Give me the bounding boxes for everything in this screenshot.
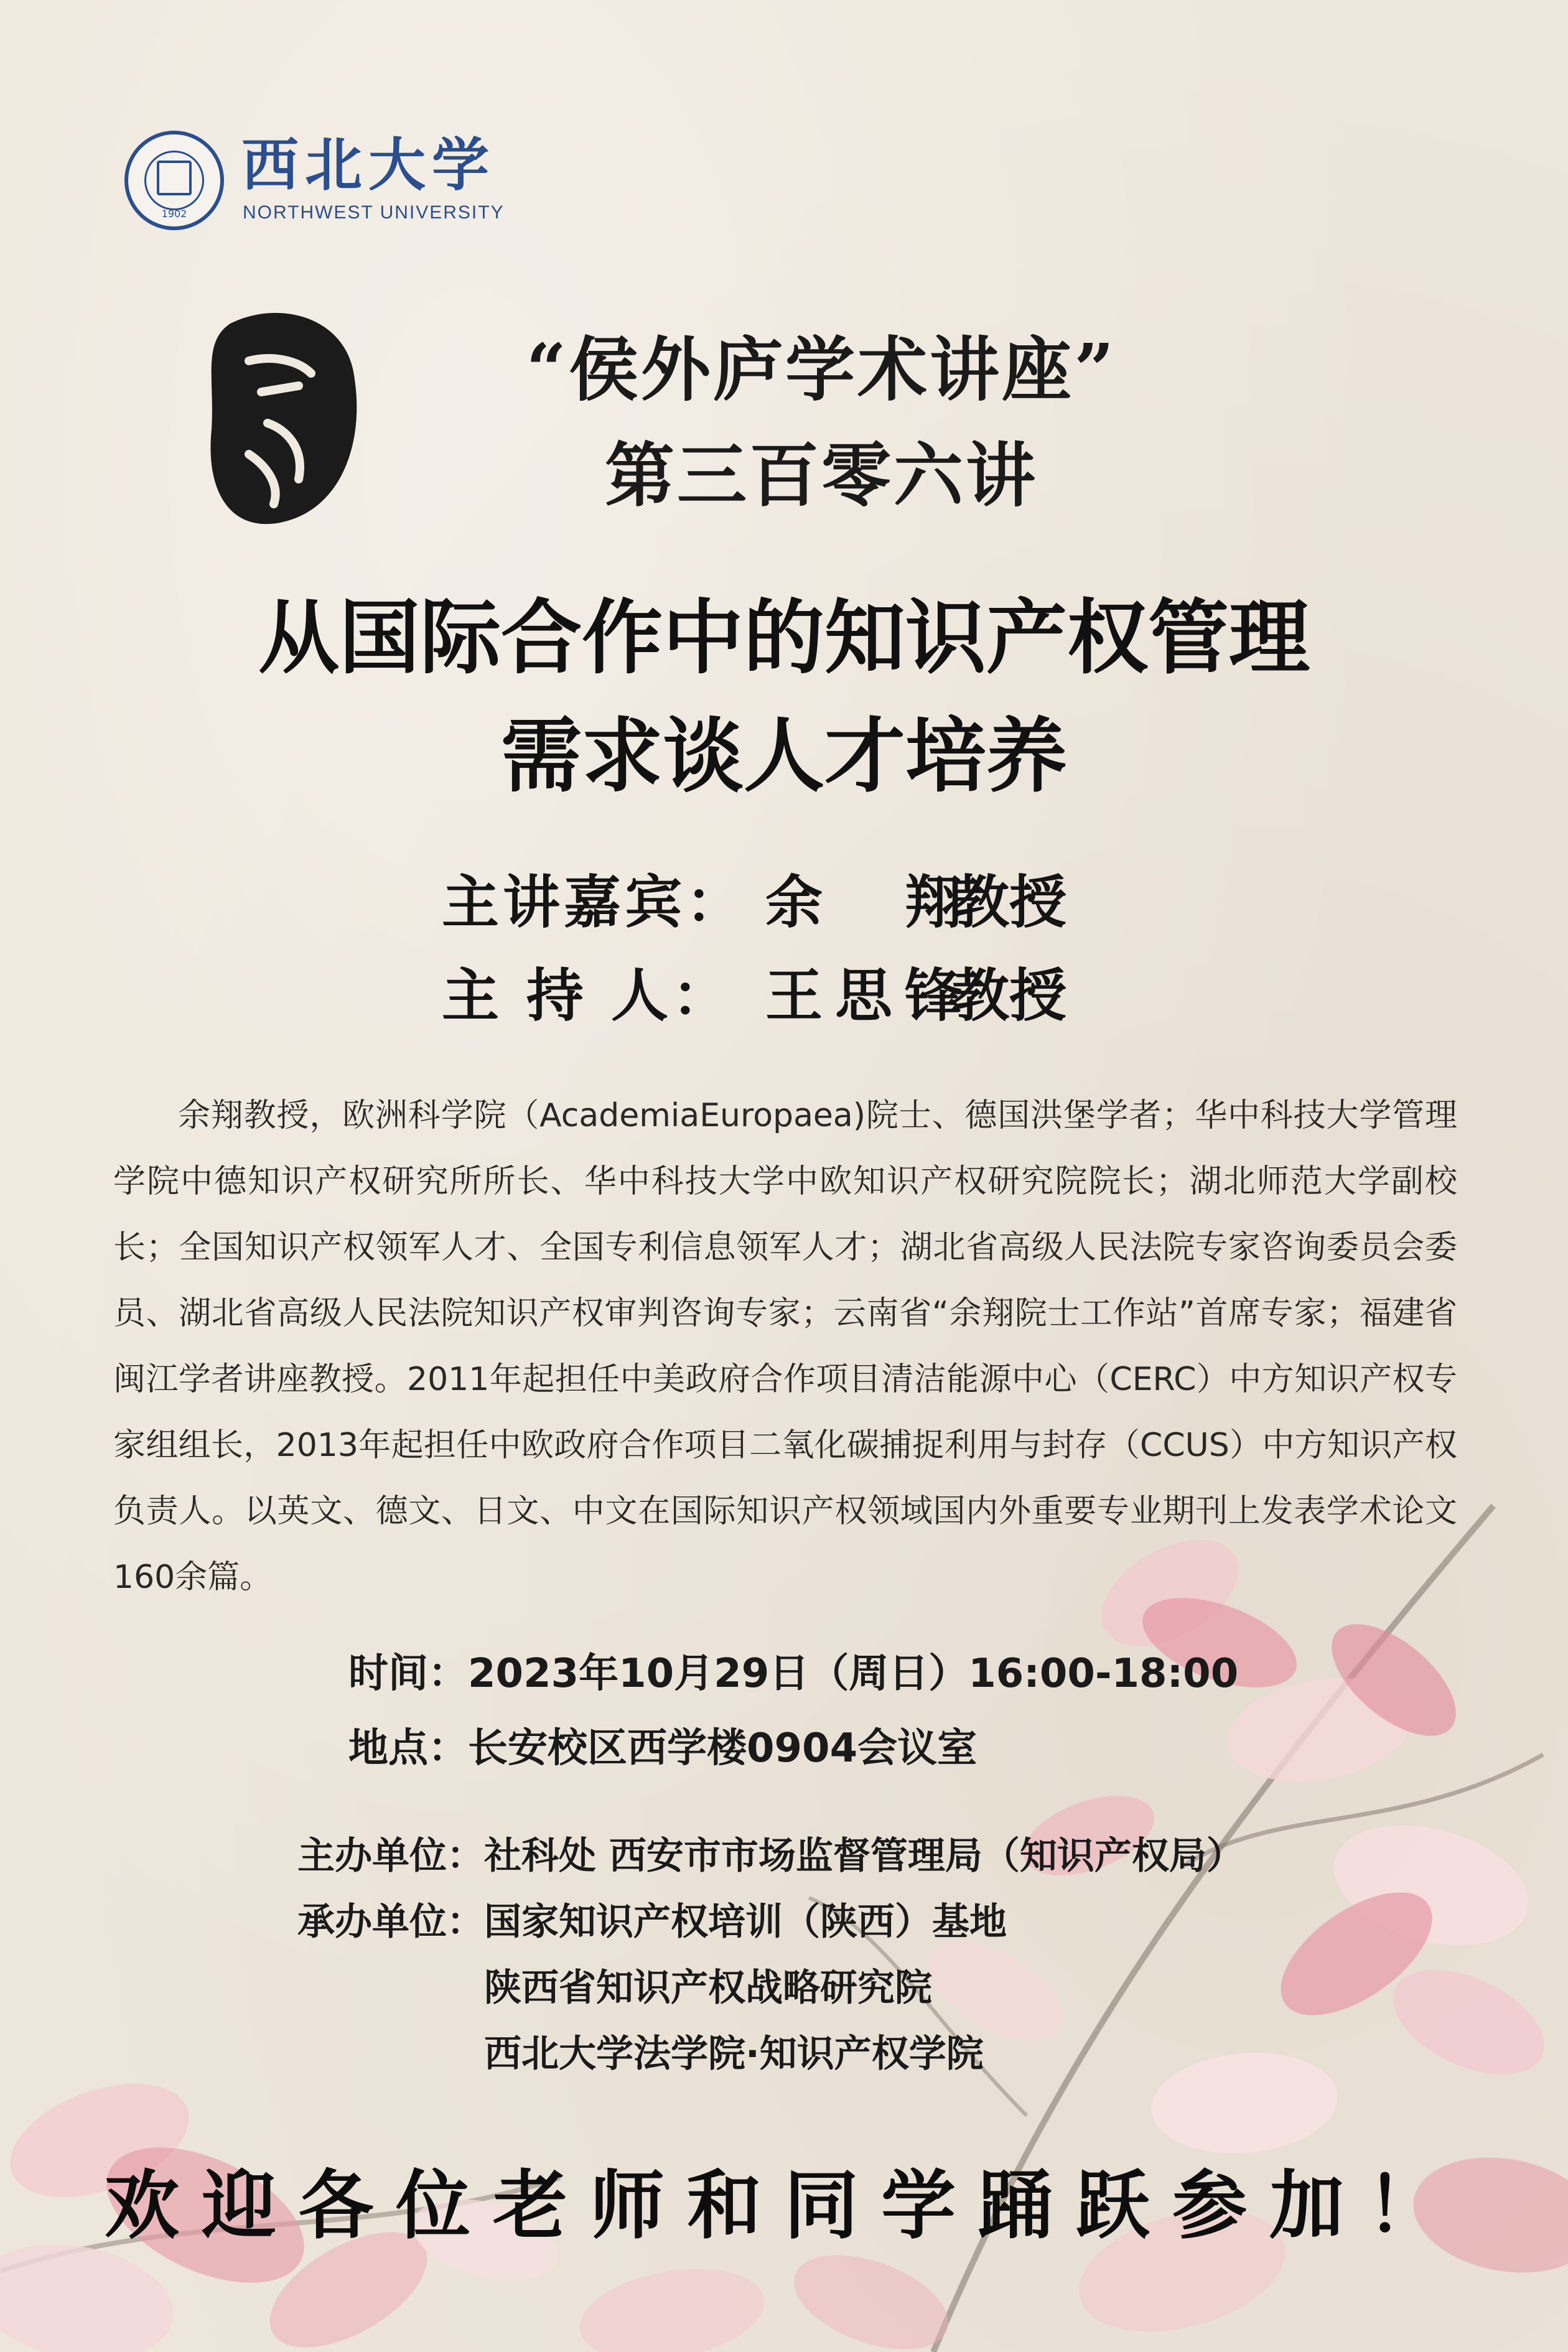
lecture-title-line-1: 从国际合作中的知识产权管理 — [258, 590, 1310, 685]
undertaking-organizer — [297, 1889, 1007, 1955]
speaker-name: 余 翔 — [765, 869, 975, 936]
speaker-biography: 余翔教授，欧洲科学院（AcademiaEuropaea)院士、德国洪堡学者；华中科技大学管理学院中德知识产权研究所所长、华中科技大学中欧知识产权研究院院长；湖北师范大学副校长；全国知识产权领军人才、全国专利信息领军人才；湖北省高级人民法院专家咨询委员会委员、湖北省高级人民法院知识产权审判咨询专家；云南省“余翔院士工作站”首席专家；福建省闽江学者讲座教授。2011年起担任中美政府合作项目清洁能源中心（CERC）中方知识产权专家组组长，2013年起担任中欧政府合作项目二氧化碳捕捉利用与封存（CCUS）中方知识产权负责人。以英文、德文、日文、中文在国际知识产权领域国内外重要专业期刊上发表学术论文160余篇。 — [113, 1097, 1457, 1596]
time-value: 2023年10月29日（周日）16:00-18:00 — [468, 1651, 1239, 1697]
host-role: 教授 — [952, 962, 1067, 1029]
university-seal-icon — [124, 131, 224, 230]
host-label: 主 持 人： — [442, 962, 734, 1029]
host-line — [442, 958, 1066, 1033]
university-name-cn: 西北大学 — [241, 131, 496, 198]
speaker-role: 教授 — [952, 869, 1067, 936]
university-name-en: NORTHWEST UNIVERSITY — [243, 202, 505, 223]
host-name: 王思锋 — [765, 962, 975, 1029]
undertaking-organizer-value: 西北大学法学院·知识产权学院 — [484, 2032, 984, 2076]
lecture-series-name: “侯外庐学术讲座” — [526, 329, 1117, 411]
place-value: 长安校区西学楼0904会议室 — [468, 1725, 978, 1771]
time-label: 时间： — [348, 1651, 468, 1697]
place-label: 地点： — [348, 1725, 468, 1771]
undertaking-organizer-label: 承办单位： — [297, 1900, 484, 1944]
speaker-label: 主讲嘉宾： — [442, 869, 747, 936]
university-logo — [124, 131, 548, 230]
speaker-line — [442, 865, 1066, 940]
welcome-message: 欢迎各位老师和同学踊跃参加！ — [105, 2162, 1463, 2249]
host-organizer — [297, 1823, 1244, 1889]
undertaking-organizer-value: 陕西省知识产权战略研究院 — [484, 1966, 932, 2010]
host-organizer-value: 社科处 西安市市场监督管理局（知识产权局） — [484, 1834, 1244, 1878]
lecture-title-line-2: 需求谈人才培养 — [500, 708, 1067, 803]
undertaking-organizer-value: 国家知识产权培训（陕西）基地 — [484, 1900, 1007, 1944]
host-organizer-label: 主办单位： — [297, 1834, 484, 1878]
event-time — [348, 1643, 1238, 1705]
seal-year: 1902 — [161, 208, 187, 220]
lecture-number: 第三百零六讲 — [605, 435, 1038, 516]
event-place — [348, 1717, 977, 1780]
